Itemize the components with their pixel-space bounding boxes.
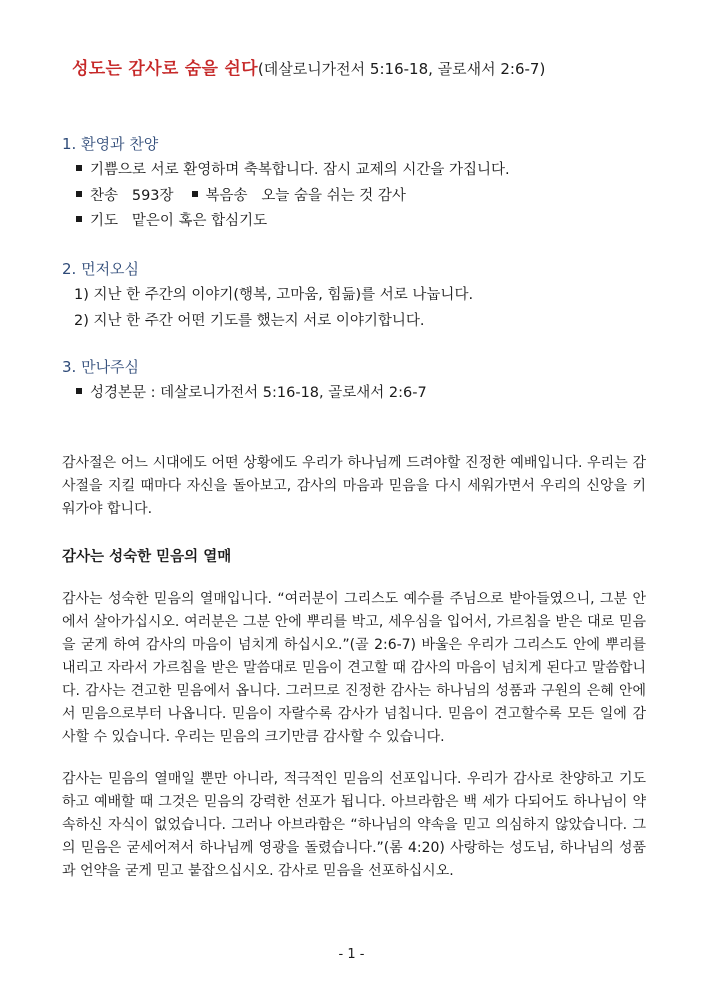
square-bullet-icon bbox=[76, 165, 82, 171]
section-heading-sharing: 2. 먼저오심 bbox=[62, 260, 140, 278]
section-heading-welcome: 1. 환영과 찬양 bbox=[62, 135, 159, 153]
intro-paragraph: 감사절은 어느 시대에도 어떤 상황에도 우리가 하나님께 드려야할 진정한 예배입니다. 우리는 감사절을 지킬 때마다 자신을 돌아보고, 감사의 마음과 믿음을 다시 세워가면서 우리의 신앙을 키워가야 합니다. bbox=[62, 455, 646, 517]
page-number: - 1 - bbox=[338, 947, 365, 962]
section-heading-meeting: 3. 만나주심 bbox=[62, 358, 140, 376]
bullet-text: 기도 맡은이 혹은 합심기도 bbox=[90, 213, 268, 229]
list-item bbox=[76, 186, 406, 206]
bullet-text: 복음송 오늘 숨을 쉬는 것 감사 bbox=[205, 188, 406, 204]
body-paragraph-1: 감사는 성숙한 믿음의 열매입니다. “여러분이 그리스도 예수를 주님으로 받아들였으니, 그분 안에서 살아가십시오. 여러분은 그분 안에 뿌리를 박고, 세우심을 입어서, 가르침을 받은 대로 믿음을 굳게 하여 감사의 마음이 넘치게 하십시오.”(골 2:6-7) 바울은 우리가 그리스도 안에 뿌리를 내리고 자라서 가르침을 받은 말씀대로 믿음이 견고할 때 감사의 마음이 넘치게 된다고 말씀합니다. 감사는 견고한 믿음에서 옵니다. 그러므로 진정한 감사는 하나님의 성품과 구원의 은혜 안에서 믿음으로부터 나옵니다. 믿음이 자랄수록 감사가 넘칩니다. 믿음이 견고할수록 모든 일에 감사할 수 있습니다. 우리는 믿음의 크기만큼 감사할 수 있습니다. bbox=[62, 591, 646, 745]
square-bullet-icon bbox=[76, 191, 82, 197]
document-title bbox=[72, 58, 672, 80]
square-bullet-icon bbox=[76, 388, 82, 394]
bullet-text: 찬송 593장 bbox=[90, 188, 174, 204]
list-item bbox=[76, 160, 510, 180]
list-item bbox=[76, 211, 267, 231]
bullet-text: 성경본문 : 데살로니가전서 5:16-18, 골로새서 2:6-7 bbox=[90, 385, 427, 401]
title-reference: (데살로니가전서 5:16-18, 골로새서 2:6-7) bbox=[257, 60, 546, 78]
square-bullet-icon bbox=[192, 191, 198, 197]
title-main: 성도는 감사로 숨을 쉰다 bbox=[72, 59, 258, 79]
square-bullet-icon bbox=[76, 216, 82, 222]
list-item: 1) 지난 한 주간의 이야기(행복, 고마움, 힘듦)를 서로 나눕니다. bbox=[74, 287, 474, 303]
list-item bbox=[76, 383, 427, 403]
bullet-text: 기쁨으로 서로 환영하며 축복합니다. 잠시 교제의 시간을 가집니다. bbox=[90, 162, 510, 178]
body-paragraph-2: 감사는 믿음의 열매일 뿐만 아니라, 적극적인 믿음의 선포입니다. 우리가 감사로 찬양하고 기도하고 예배할 때 그것은 믿음의 강력한 선포가 됩니다. 아브라함은 백 세가 다되어도 하나님이 약속하신 자식이 없었습니다. 그러나 아브라함은 “하나님의 약속을 믿고 의심하지 않았습니다. 그의 믿음은 굳세어져서 하나님께 영광을 돌렸습니다.”(롬 4:20) 사랑하는 성도님, 하나님의 성품과 언약을 굳게 믿고 붙잡으십시오. 감사로 믿음을 선포하십시오. bbox=[62, 771, 646, 879]
body-subheading: 감사는 성숙한 믿음의 열매 bbox=[62, 549, 232, 565]
list-item: 2) 지난 한 주간 어떤 기도를 했는지 서로 이야기합니다. bbox=[74, 313, 425, 329]
